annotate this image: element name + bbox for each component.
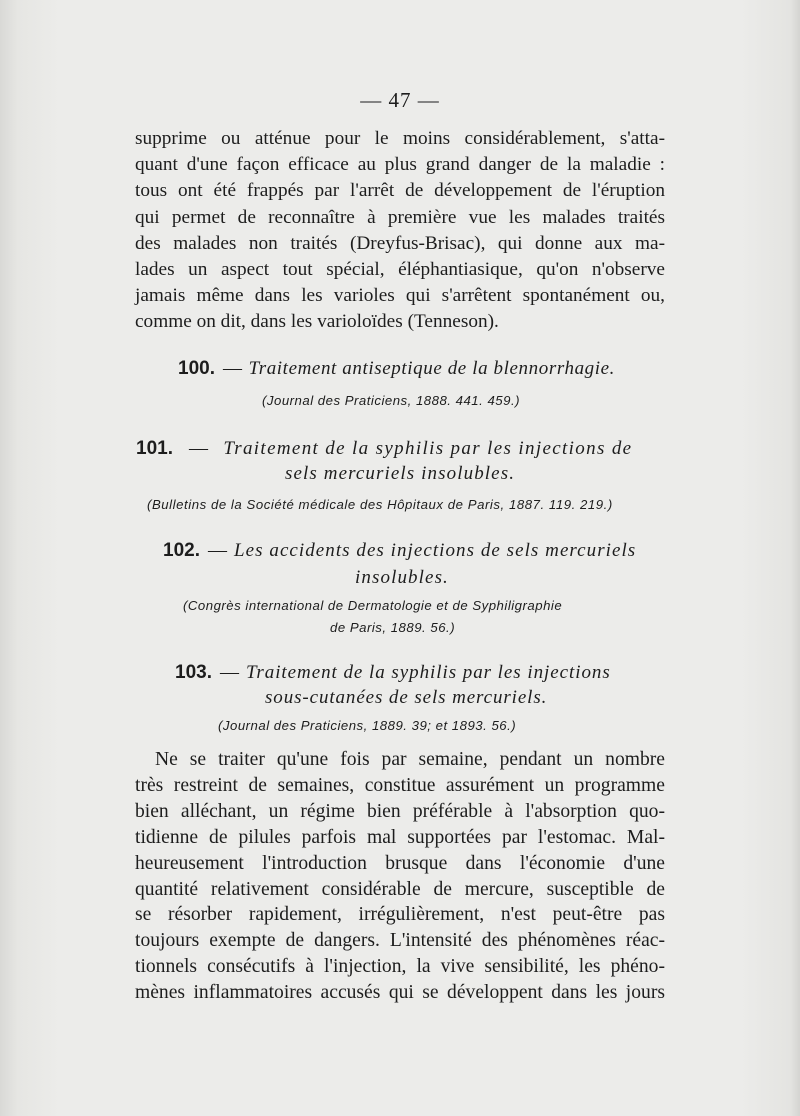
entry-title: Traitement de la syphilis par les injections bbox=[245, 662, 611, 683]
entry-title-line bbox=[178, 358, 615, 380]
entry-title-line bbox=[163, 540, 636, 562]
text-line: des malades non traités (Dreyfus-Brisac), qui donne aux ma- bbox=[135, 232, 665, 254]
entry-number: 103. bbox=[175, 662, 212, 683]
text-line: tous ont été frappés par l'arrêt de développement de l'éruption bbox=[135, 180, 665, 202]
text-line: comme on dit, dans les varioloïdes (Tenneson). bbox=[135, 311, 499, 333]
text-line: qui permet de reconnaître à première vue les malades traités bbox=[135, 206, 665, 228]
entry-reference: (Journal des Praticiens, 1888. 441. 459.) bbox=[262, 393, 521, 408]
entry-reference: (Bulletins de la Société médicale des Hôpitaux de Paris, 1887. 119. 219.) bbox=[147, 497, 613, 512]
entry-title-line bbox=[175, 662, 611, 684]
text-line: se résorber rapidement, irrégulièrement, n'est peut-être pas bbox=[135, 904, 665, 926]
entry-reference: (Congrès international de Dermatologie et de Syphiligraphie bbox=[183, 598, 563, 613]
entry-reference: (Journal des Praticiens, 1889. 39; et 1893. 56.) bbox=[218, 718, 517, 733]
text-line: tionnels consécutifs à l'injection, la vive sensibilité, les phéno- bbox=[135, 956, 665, 978]
entry-dash: — bbox=[222, 358, 243, 379]
entry-title: Les accidents des injections de sels mercuriels bbox=[234, 540, 637, 561]
entry-dash: — bbox=[219, 662, 240, 683]
text-line: jamais même dans les varioles qui s'arrêtent spontanément ou, bbox=[135, 285, 665, 307]
entry-title: Traitement antiseptique de la blennorrhagie. bbox=[248, 358, 616, 379]
entry-title-line-2: sous-cutanées de sels mercuriels. bbox=[265, 687, 548, 708]
text-line: bien alléchant, un régime bien préférable à l'absorption quo- bbox=[135, 800, 665, 822]
text-line: supprime ou atténue pour le moins considérablement, s'atta- bbox=[135, 128, 665, 149]
text-line: quantité relativement considérable de mercure, susceptible de bbox=[135, 878, 665, 900]
text-line: quant d'une façon efficace au plus grand danger de la maladie : bbox=[135, 154, 665, 176]
entry-title: Traitement de la syphilis par les injections de bbox=[223, 438, 633, 459]
text-line: toujours exempte de dangers. L'intensité des phénomènes réac- bbox=[135, 930, 665, 952]
entry-number: 101. bbox=[136, 438, 173, 459]
entry-number: 102. bbox=[163, 540, 200, 561]
text-line: Ne se traiter qu'une fois par semaine, pendant un nombre bbox=[155, 749, 665, 770]
entry-dash: — bbox=[207, 540, 229, 561]
entry-number: 100. bbox=[178, 358, 215, 379]
entry-dash: — bbox=[188, 438, 210, 459]
entry-title-line bbox=[136, 438, 632, 460]
text-line: très restreint de semaines, constitue assurément un programme bbox=[135, 774, 665, 796]
paragraph-1 bbox=[135, 126, 665, 336]
entry-reference-line-2: de Paris, 1889. 56.) bbox=[330, 620, 456, 635]
text-line: mènes inflammatoires accusés qui se développent dans les jours bbox=[135, 982, 665, 1004]
paragraph-2 bbox=[135, 747, 665, 1006]
entry-title-line-2: sels mercuriels insolubles. bbox=[285, 463, 516, 484]
entry-title-line-2: insolubles. bbox=[355, 567, 449, 588]
text-line: heureusement l'introduction brusque dans l'économie d'une bbox=[135, 852, 665, 874]
text-line: tidienne de pilules parfois mal supportées par l'estomac. Mal- bbox=[135, 826, 665, 848]
page-number: — 47 — bbox=[360, 88, 440, 112]
text-line: lades un aspect tout spécial, éléphantiasique, qu'on n'observe bbox=[135, 259, 665, 281]
